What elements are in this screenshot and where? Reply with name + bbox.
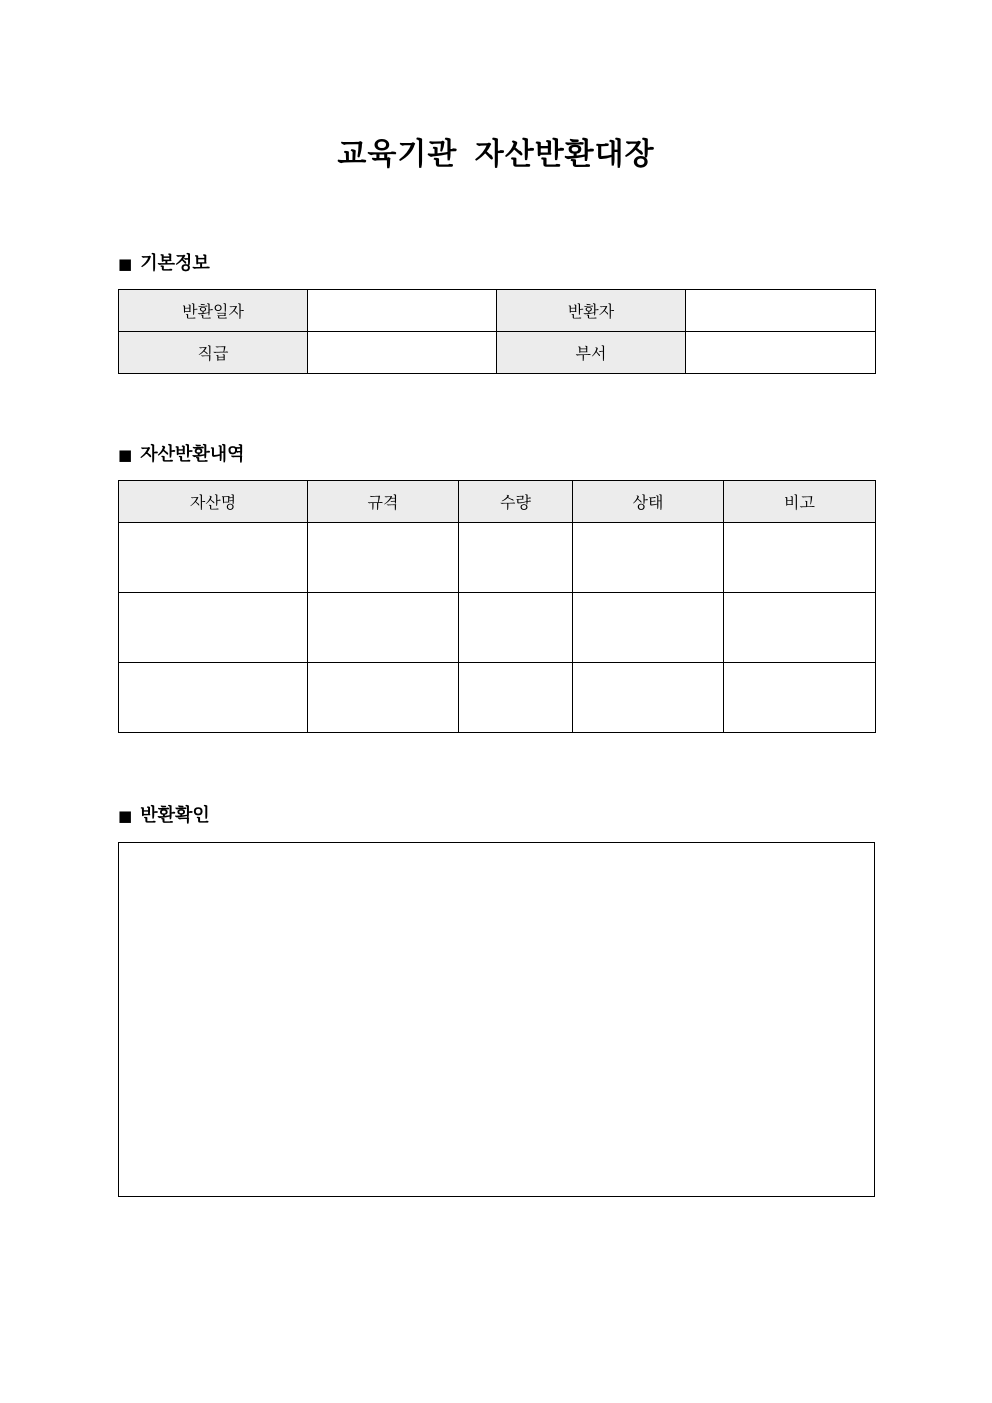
position-label: 직급 [119, 332, 308, 374]
basic-info-heading-text: 기본정보 [140, 253, 210, 274]
status-cell[interactable] [573, 593, 724, 663]
table-row [119, 523, 876, 593]
asset-return-table [118, 480, 876, 733]
remarks-cell[interactable] [724, 523, 876, 593]
return-date-field[interactable] [308, 290, 497, 332]
table-row [119, 332, 876, 374]
remarks-cell[interactable] [724, 593, 876, 663]
asset-name-cell[interactable] [119, 523, 308, 593]
spec-cell[interactable] [308, 593, 459, 663]
column-header-asset-name: 자산명 [119, 481, 308, 523]
return-date-label: 반환일자 [119, 290, 308, 332]
return-confirm-heading-text: 반환확인 [140, 805, 210, 826]
remarks-cell[interactable] [724, 663, 876, 733]
square-bullet-icon: ■ [118, 255, 133, 273]
table-row [119, 290, 876, 332]
basic-info-heading [118, 252, 210, 276]
department-label: 부서 [497, 332, 686, 374]
column-header-remarks: 비고 [724, 481, 876, 523]
status-cell[interactable] [573, 523, 724, 593]
square-bullet-icon: ■ [118, 807, 133, 825]
quantity-cell[interactable] [459, 593, 573, 663]
quantity-cell[interactable] [459, 663, 573, 733]
column-header-quantity: 수량 [459, 481, 573, 523]
asset-return-heading [118, 443, 245, 467]
square-bullet-icon: ■ [118, 446, 133, 464]
position-field[interactable] [308, 332, 497, 374]
column-header-spec: 규격 [308, 481, 459, 523]
returner-field[interactable] [686, 290, 876, 332]
table-row [119, 663, 876, 733]
basic-info-table [118, 289, 876, 374]
quantity-cell[interactable] [459, 523, 573, 593]
column-header-status: 상태 [573, 481, 724, 523]
asset-name-cell[interactable] [119, 663, 308, 733]
document-title: 교육기관 자산반환대장 [337, 137, 655, 172]
returner-label: 반환자 [497, 290, 686, 332]
asset-name-cell[interactable] [119, 593, 308, 663]
status-cell[interactable] [573, 663, 724, 733]
return-confirm-heading [118, 804, 210, 828]
asset-return-heading-text: 자산반환내역 [140, 444, 245, 465]
department-field[interactable] [686, 332, 876, 374]
spec-cell[interactable] [308, 523, 459, 593]
spec-cell[interactable] [308, 663, 459, 733]
return-confirm-box[interactable] [118, 842, 875, 1197]
table-header-row [119, 481, 876, 523]
table-row [119, 593, 876, 663]
